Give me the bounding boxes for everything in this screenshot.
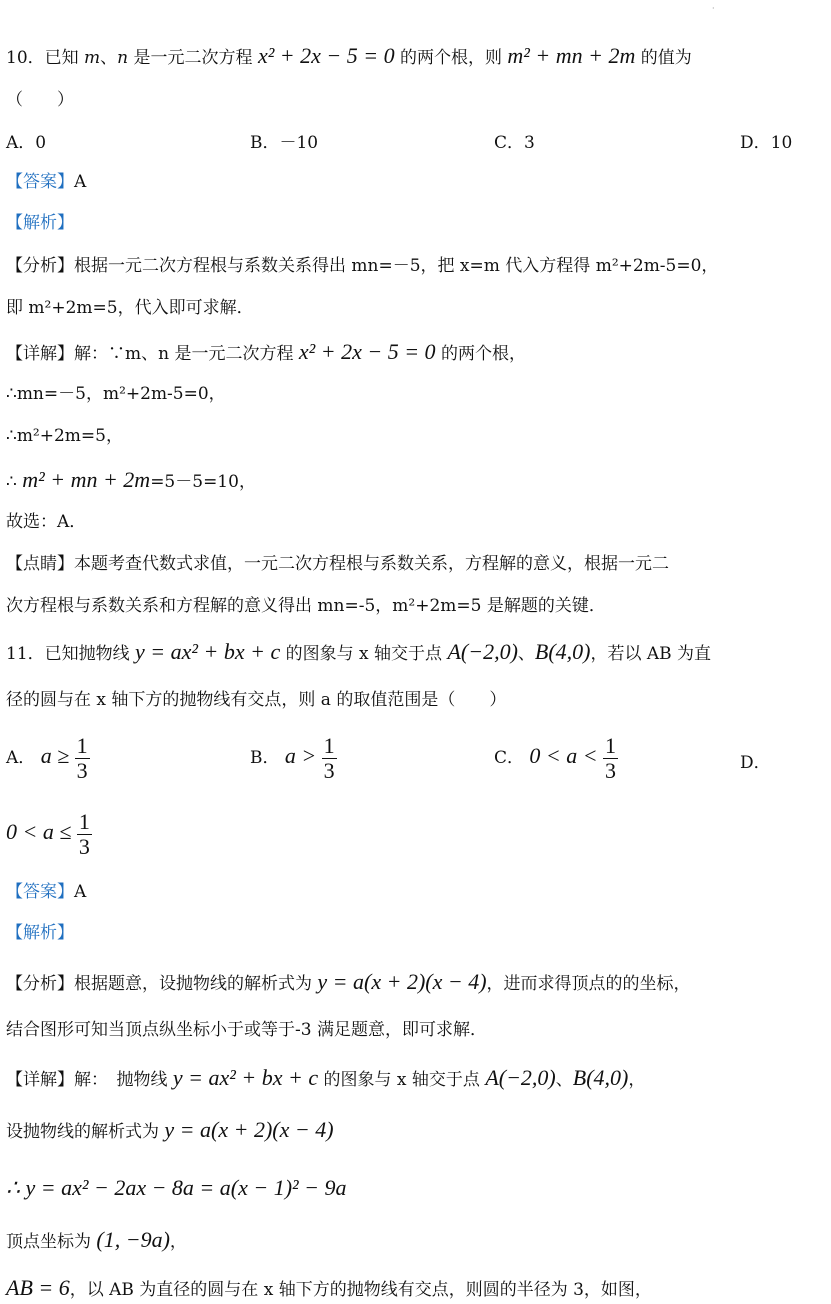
step4-text: ，以 AB 为直径的圆与在 x 轴下方的抛物线有交点，则圆的半径为 3，如图， <box>69 1280 652 1300</box>
option-relation: a ≥ <box>40 743 70 768</box>
q11-fenxi-2: 结合图形可知当顶点纵坐标小于或等于-3 满足题意，即可求解． <box>6 1020 487 1040</box>
xiangjie-text-c: 的图象与 x 轴交于点 <box>318 1070 486 1090</box>
q10-option-c: C．3 <box>494 133 535 153</box>
xiangjie-text-a: 解：∵m、n 是一元二次方程 <box>74 344 299 364</box>
step1-formula: y = a(x + 2)(x − 4) <box>164 1117 334 1142</box>
fraction <box>322 734 337 783</box>
q10-dianjing <box>6 550 827 578</box>
q11-option-d-label: D． <box>740 753 771 773</box>
step1-text: 设抛物线的解析式为 <box>6 1122 165 1142</box>
sep: 、 <box>100 48 118 68</box>
q10-stem-d: 的值为 <box>635 48 692 68</box>
q11-option-c <box>494 734 618 783</box>
fenxi-formula: y = a(x + 2)(x − 4) <box>317 969 487 994</box>
q11-option-a <box>6 734 90 783</box>
fraction <box>75 734 90 783</box>
q10-step-2: ∴m²+2m=5， <box>6 426 123 446</box>
option-relation: 0 < a ≤ <box>6 819 72 844</box>
vertex-coordinates: (1, −9a) <box>96 1227 170 1252</box>
q11-stem-2: 径的圆与在 x 轴下方的抛物线有交点，则 a 的取值范围是（ ） <box>6 690 507 710</box>
denominator: 3 <box>76 758 88 783</box>
q10-fenxi <box>6 252 827 280</box>
numerator: 1 <box>605 733 617 758</box>
q10-option-a: A．0 <box>6 133 47 153</box>
q10-stem-a: 10．已知 <box>6 48 85 68</box>
answer-tag: 【答案】 <box>6 172 74 192</box>
q10-stem-c: 的两个根，则 <box>394 48 508 68</box>
therefore: ∴ <box>6 472 23 492</box>
fenxi-text-c: ，进而求得顶点的的坐标， <box>486 974 691 994</box>
xiangjie-tag: 【详解】 <box>6 1070 74 1090</box>
numerator: 1 <box>78 809 90 834</box>
numerator: 1 <box>323 733 335 758</box>
fraction <box>77 810 92 859</box>
q10-dianjing-2: 次方程根与系数关系和方程解的意义得出 mn=-5，m²+2m=5 是解题的关键． <box>6 596 606 616</box>
option-label: B． <box>250 748 280 768</box>
q10-fenxi-2: 即 m²+2m=5，代入即可求解． <box>6 298 254 318</box>
answer-value: A <box>74 882 87 902</box>
fenxi-text-a: 根据题意，设抛物线的解析式为 <box>74 974 318 994</box>
q11-stem-c: 的图象与 x 轴交于点 <box>280 644 448 664</box>
dianjing-text-1: 本题考查代数式求值，一元二次方程根与系数关系，方程解的意义，根据一元二 <box>74 554 669 574</box>
q10-option-b: B．－10 <box>250 133 319 153</box>
q11-step-3 <box>6 1226 827 1256</box>
denominator: 3 <box>78 834 90 859</box>
q10-stem-b: 是一元二次方程 <box>128 48 258 68</box>
var-m: m <box>84 48 101 68</box>
sep: 、 <box>555 1070 573 1090</box>
ab-length: AB = 6 <box>6 1275 70 1300</box>
option-label: A． <box>6 748 36 768</box>
q10-stem <box>6 42 827 72</box>
q11-answer <box>6 878 827 906</box>
step3-text: 顶点坐标为 <box>6 1232 97 1252</box>
q11-stem-d: ，若以 AB 为直 <box>590 644 712 664</box>
q11-parabola: y = ax² + bx + c <box>135 639 281 664</box>
option-label: C． <box>494 748 525 768</box>
q11-analysis-tag: 【解析】 <box>6 923 74 943</box>
sep: 、 <box>517 644 535 664</box>
q10-step-1: ∴mn=－5，m²+2m-5=0， <box>6 384 226 404</box>
q10-analysis-tag: 【解析】 <box>6 213 74 233</box>
xiangjie-text-a: 解： 抛物线 <box>74 1070 173 1090</box>
fenxi-tag: 【分析】 <box>6 974 74 994</box>
dianjing-tag: 【点睛】 <box>6 554 74 574</box>
q11-step-4 <box>6 1274 827 1304</box>
denominator: 3 <box>605 758 617 783</box>
q10-choose: 故选：A． <box>6 512 87 532</box>
q11-stem <box>6 638 827 668</box>
comma: ， <box>628 1070 646 1090</box>
q11-point-a: A(−2,0) <box>447 639 518 664</box>
q11-step-1 <box>6 1116 827 1146</box>
q10-expression: m² + mn + 2m <box>507 43 636 68</box>
q11-option-d <box>6 810 92 859</box>
q10-step3-expr: m² + mn + 2m <box>22 467 151 492</box>
q10-paren: （ ） <box>6 90 74 110</box>
option-relation: 0 < a < <box>529 743 598 768</box>
xiangjie-text-c: 的两个根， <box>435 344 526 364</box>
xiangjie-point-a: A(−2,0) <box>485 1065 556 1090</box>
var-n: n <box>117 48 129 68</box>
q11-xiangjie <box>6 1064 827 1094</box>
q10-equation: x² + 2x − 5 = 0 <box>257 43 395 68</box>
q11-point-b: B(4,0) <box>534 639 591 664</box>
q10-step-3 <box>6 466 827 496</box>
q10-xiangjie <box>6 338 827 368</box>
q11-fenxi <box>6 968 827 998</box>
fraction <box>603 734 618 783</box>
q10-step3-result: =5－5=10， <box>150 472 256 492</box>
answer-tag: 【答案】 <box>6 882 74 902</box>
answer-value: A <box>74 172 87 192</box>
xiangjie-parabola: y = ax² + bx + c <box>172 1065 319 1090</box>
q11-step-2: ∴ y = ax² − 2ax − 8a = a(x − 1)² − 9a <box>6 1175 347 1200</box>
xiangjie-tag: 【详解】 <box>6 344 74 364</box>
q10-answer <box>6 168 827 196</box>
fenxi-text-1: 根据一元二次方程根与系数关系得出 mn=－5，把 x=m 代入方程得 m²+2m-5=0， <box>74 256 719 276</box>
option-relation: a > <box>284 743 317 768</box>
xiangjie-point-b: B(4,0) <box>572 1065 629 1090</box>
comma: ， <box>169 1232 187 1252</box>
q11-option-b <box>250 734 337 783</box>
xiangjie-equation: x² + 2x − 5 = 0 <box>298 339 436 364</box>
numerator: 1 <box>76 733 88 758</box>
scan-dot: · <box>712 4 715 13</box>
q10-option-d: D．10 <box>740 133 793 153</box>
q11-stem-a: 11．已知抛物线 <box>6 644 136 664</box>
fenxi-tag: 【分析】 <box>6 256 74 276</box>
denominator: 3 <box>323 758 335 783</box>
